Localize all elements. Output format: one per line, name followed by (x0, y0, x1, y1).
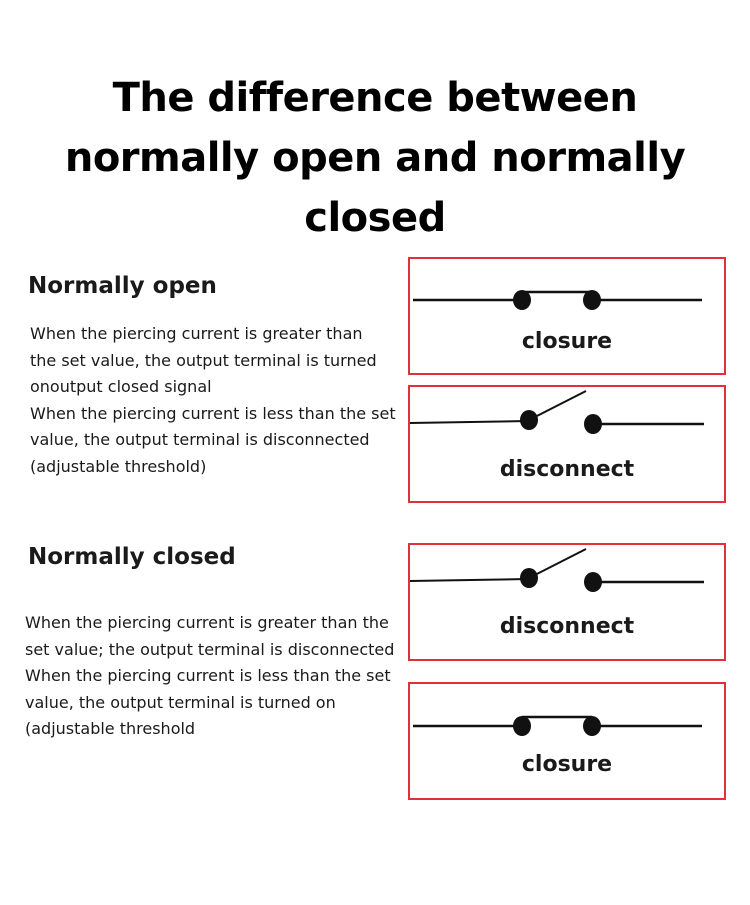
normally-closed-closure-panel (408, 682, 726, 800)
desc-line: When the piercing current is greater than (30, 324, 363, 343)
open-switch-symbol (410, 545, 728, 663)
title-line-1: The difference between (112, 75, 638, 121)
open-switch-symbol (410, 387, 728, 505)
normally-closed-disconnect-panel (408, 543, 726, 661)
normally-open-description (30, 321, 396, 480)
desc-line: value, the output terminal is disconnected (30, 430, 370, 449)
disconnect-label: disconnect (499, 457, 635, 482)
desc-line: When the piercing current is less than the set (30, 403, 396, 423)
title-line-2: normally open and normally closed (64, 135, 686, 241)
normally-closed-heading: Normally closed (28, 544, 236, 570)
normally-closed-description (25, 610, 394, 743)
desc-line: (adjustable threshold (25, 719, 196, 738)
page-title (0, 68, 750, 248)
disconnect-label: disconnect (499, 614, 635, 639)
normally-open-closure-panel (408, 257, 726, 375)
closed-switch-symbol (410, 259, 728, 377)
normally-open-heading: Normally open (28, 273, 217, 299)
desc-line: onoutput closed signal (30, 377, 212, 396)
desc-line: (adjustable threshold) (30, 456, 207, 476)
desc-line: set value; the output terminal is disconnected (25, 639, 395, 659)
normally-open-disconnect-panel (408, 385, 726, 503)
closure-label: closure (521, 752, 613, 777)
desc-line: value, the output terminal is turned on (25, 692, 336, 712)
closed-switch-symbol (410, 684, 728, 802)
desc-line: the set value, the output terminal is turned (30, 350, 377, 370)
desc-line: When the piercing current is greater than the (25, 613, 389, 632)
closure-label: closure (521, 329, 613, 354)
desc-line: When the piercing current is less than the set (25, 666, 391, 685)
